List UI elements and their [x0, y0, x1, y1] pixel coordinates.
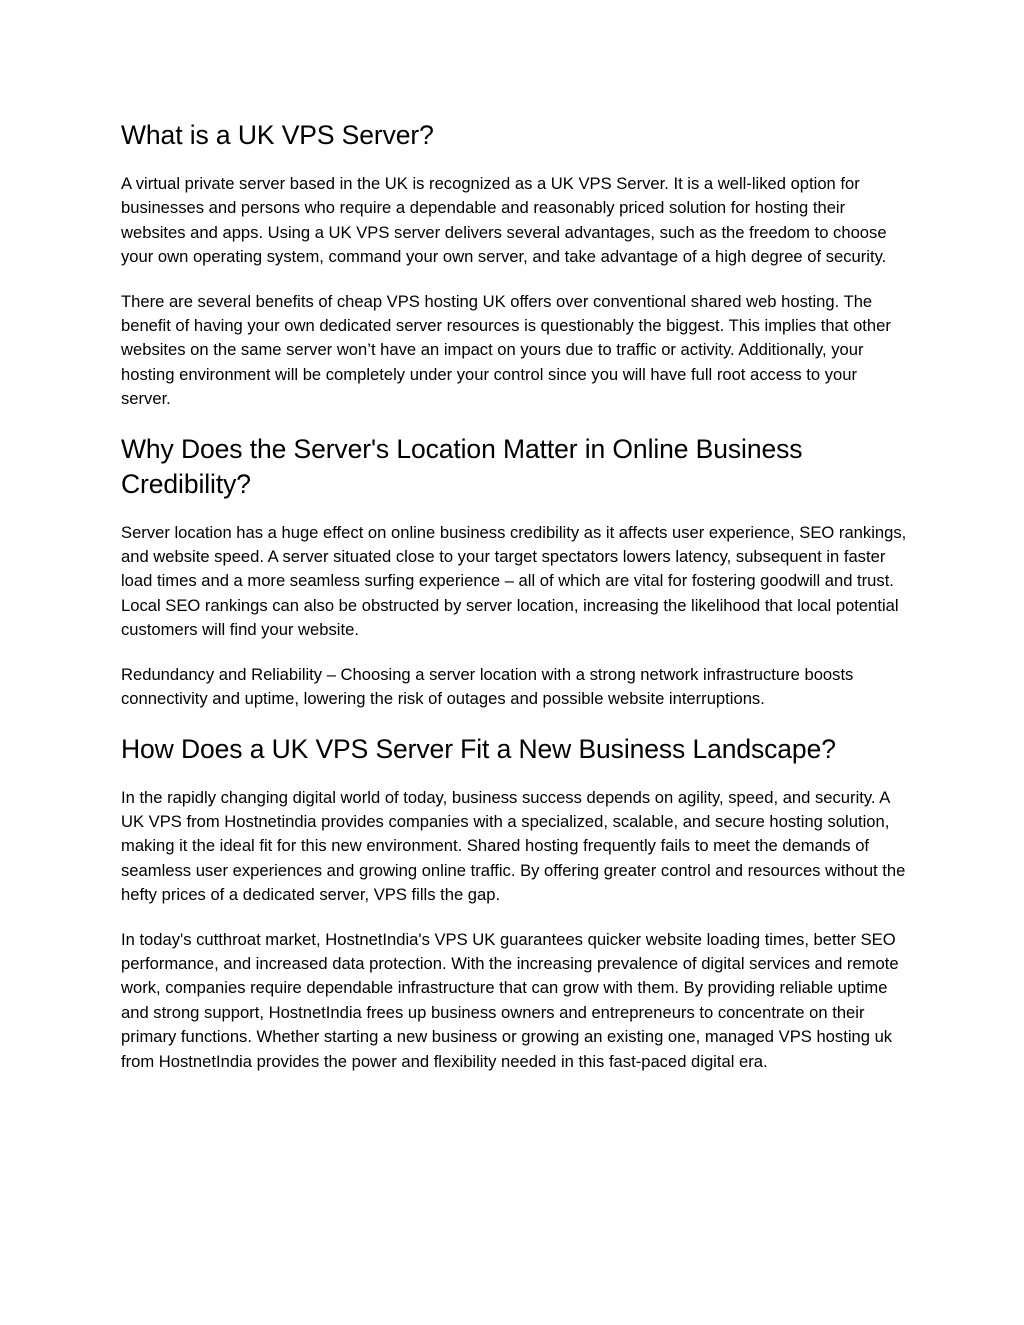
- section-paragraph: In the rapidly changing digital world of today, business success depends on agility, speed, and security. A UK VPS from Hostnetindia provides companies with a specialized, scalable, and secure hosting solution, making it the ideal fit for this new environment. Shared hosting frequently fails to meet the demands of seamless user experiences and growing online traffic. By offering greater control and resources without the hefty prices of a dedicated server, VPS fills the gap.: [121, 787, 906, 905]
- document-page: [121, 118, 911, 1094]
- section-paragraph: There are several benefits of cheap VPS hosting UK offers over conventional shared web hosting. The benefit of having your own dedicated server resources is questionably the biggest. This implies that other websites on the same server won’t have an impact on yours due to traffic or activity. Additionally, your hosting environment will be completely under your control since you will have full root access to your server.: [121, 291, 891, 409]
- section-server-location: [121, 432, 911, 712]
- section-what-is-uk-vps: [121, 118, 911, 412]
- section-paragraph: Redundancy and Reliability – Choosing a server location with a strong network infrastructure boosts connectivity and uptime, lowering the risk of outages and possible website interruptions.: [121, 664, 854, 709]
- section-paragraph: A virtual private server based in the UK is recognized as a UK VPS Server. It is a well-liked option for businesses and persons who require a dependable and reasonably priced solution for hosting their websites and apps. Using a UK VPS server delivers several advantages, such as the freedom to choose your own operating system, command your own server, and take advantage of a high degree of security.: [121, 174, 887, 267]
- section-paragraph: Server location has a huge effect on online business credibility as it affects user experience, SEO rankings, and website speed. A server situated close to your target spectators lowers latency, subsequent in faster load times and a more seamless surfing experience – all of which are vital for fostering goodwill and trust. Local SEO rankings can also be obstructed by server location, increasing the likelihood that local potential customers will find your website.: [121, 522, 907, 640]
- section-business-landscape: [121, 732, 911, 1074]
- section-heading: How Does a UK VPS Server Fit a New Business Landscape?: [121, 733, 836, 764]
- section-heading: Why Does the Server's Location Matter in Online Business Credibility?: [121, 433, 803, 499]
- section-paragraph: In today's cutthroat market, HostnetIndia's VPS UK guarantees quicker website loading times, better SEO performance, and increased data protection. With the increasing prevalence of digital services and remote work, companies require dependable infrastructure that can grow with them. By providing reliable uptime and strong support, HostnetIndia frees up business owners and entrepreneurs to concentrate on their primary functions. Whether starting a new business or growing an existing one, managed VPS hosting uk from HostnetIndia provides the power and flexibility needed in this fast-paced digital era.: [121, 929, 899, 1071]
- section-heading: What is a UK VPS Server?: [121, 120, 434, 150]
